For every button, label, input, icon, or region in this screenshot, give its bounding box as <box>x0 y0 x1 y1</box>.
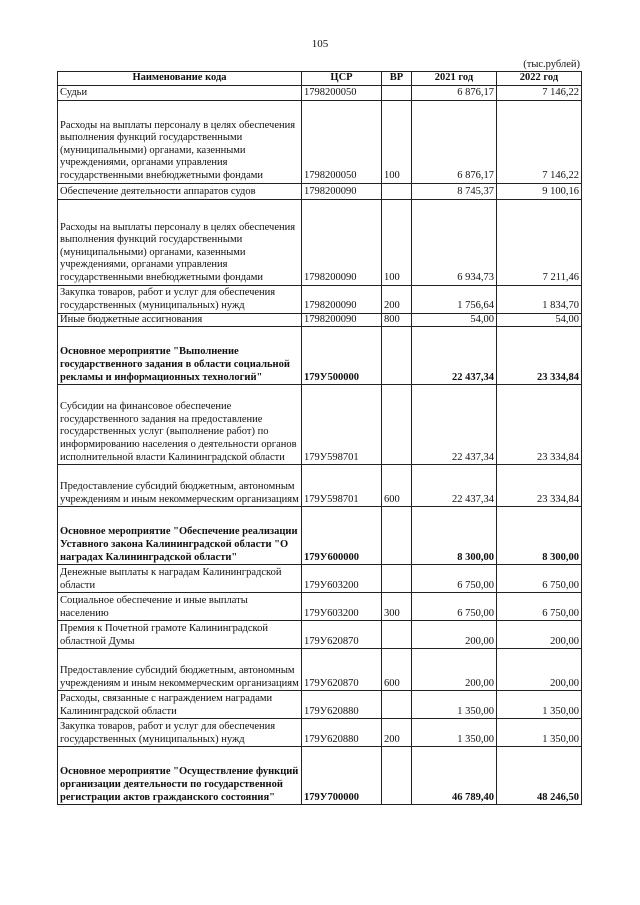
cell-2022: 6 750,00 <box>497 565 582 593</box>
cell-vr <box>382 747 412 805</box>
cell-2021: 6 750,00 <box>412 593 497 621</box>
cell-2021: 22 437,34 <box>412 327 497 385</box>
cell-name: Предоставление субсидий бюджетным, автономным учреждениям и иным некоммерческим организациям <box>58 649 302 691</box>
cell-csr: 1798200090 <box>302 183 382 199</box>
cell-2021: 6 876,17 <box>412 85 497 100</box>
table-row <box>58 747 582 805</box>
cell-vr <box>382 85 412 100</box>
cell-2021: 6 934,73 <box>412 199 497 285</box>
cell-csr: 179У603200 <box>302 593 382 621</box>
cell-name: Премия к Почетной грамоте Калининградской областной Думы <box>58 621 302 649</box>
cell-vr <box>382 183 412 199</box>
table-row <box>58 327 582 385</box>
cell-vr: 100 <box>382 199 412 285</box>
cell-2021: 1 350,00 <box>412 691 497 719</box>
cell-name: Расходы на выплаты персоналу в целях обеспечения выполнения функций государственными (муниципальными) органами, казенными учреждениями, органами управления государственными внебюджетными фондами <box>58 100 302 183</box>
cell-vr: 100 <box>382 100 412 183</box>
cell-vr: 600 <box>382 649 412 691</box>
cell-2022: 6 750,00 <box>497 593 582 621</box>
table-row <box>58 285 582 313</box>
table-row <box>58 621 582 649</box>
cell-name: Расходы на выплаты персоналу в целях обеспечения выполнения функций государственными (муниципальными) органами, казенными учреждениями, органами управления государственными внебюджетными фондами <box>58 199 302 285</box>
cell-name: Закупка товаров, работ и услуг для обеспечения государственных (муниципальных) нужд <box>58 285 302 313</box>
table-row <box>58 565 582 593</box>
cell-2022: 8 300,00 <box>497 507 582 565</box>
cell-csr: 1798200090 <box>302 313 382 327</box>
cell-2022: 1 350,00 <box>497 719 582 747</box>
cell-vr: 600 <box>382 465 412 507</box>
cell-vr <box>382 621 412 649</box>
cell-2022: 23 334,84 <box>497 327 582 385</box>
cell-2021: 6 750,00 <box>412 565 497 593</box>
table-row <box>58 85 582 100</box>
cell-vr <box>382 691 412 719</box>
cell-name: Судьи <box>58 85 302 100</box>
budget-table <box>57 71 582 805</box>
cell-2021: 1 756,64 <box>412 285 497 313</box>
header-name: Наименование кода <box>58 72 302 86</box>
cell-csr: 1798200090 <box>302 285 382 313</box>
header-csr: ЦСР <box>302 72 382 86</box>
cell-2022: 7 146,22 <box>497 85 582 100</box>
header-2022: 2022 год <box>497 72 582 86</box>
cell-name: Расходы, связанные с награждением наградами Калининградской области <box>58 691 302 719</box>
cell-2022: 200,00 <box>497 621 582 649</box>
cell-vr <box>382 385 412 465</box>
cell-vr <box>382 565 412 593</box>
cell-2021: 46 789,40 <box>412 747 497 805</box>
cell-2022: 1 834,70 <box>497 285 582 313</box>
cell-csr: 179У700000 <box>302 747 382 805</box>
page-number: 105 <box>311 38 329 50</box>
cell-csr: 179У598701 <box>302 385 382 465</box>
cell-csr: 179У620880 <box>302 719 382 747</box>
cell-csr: 179У620880 <box>302 691 382 719</box>
cell-2021: 6 876,17 <box>412 100 497 183</box>
cell-csr: 179У598701 <box>302 465 382 507</box>
table-row <box>58 719 582 747</box>
table-row <box>58 313 582 327</box>
cell-2022: 7 146,22 <box>497 100 582 183</box>
cell-csr: 179У620870 <box>302 649 382 691</box>
cell-2021: 22 437,34 <box>412 465 497 507</box>
cell-2021: 200,00 <box>412 621 497 649</box>
cell-2021: 54,00 <box>412 313 497 327</box>
cell-2022: 7 211,46 <box>497 199 582 285</box>
table-row <box>58 199 582 285</box>
cell-name: Основное мероприятие "Выполнение государственного задания в области социальной рекламы и информационных технологий" <box>58 327 302 385</box>
cell-vr: 800 <box>382 313 412 327</box>
cell-vr: 200 <box>382 719 412 747</box>
cell-name: Иные бюджетные ассигнования <box>58 313 302 327</box>
cell-2022: 23 334,84 <box>497 385 582 465</box>
cell-2022: 23 334,84 <box>497 465 582 507</box>
cell-2021: 1 350,00 <box>412 719 497 747</box>
cell-2022: 48 246,50 <box>497 747 582 805</box>
header-vr: ВР <box>382 72 412 86</box>
cell-name: Предоставление субсидий бюджетным, автономным учреждениям и иным некоммерческим организациям <box>58 465 302 507</box>
table-row <box>58 691 582 719</box>
cell-csr: 1798200050 <box>302 100 382 183</box>
table-row <box>58 100 582 183</box>
cell-csr: 179У603200 <box>302 565 382 593</box>
cell-name: Основное мероприятие "Обеспечение реализации Уставного закона Калининградской области "О наградах Калининградской области" <box>58 507 302 565</box>
cell-csr: 1798200090 <box>302 199 382 285</box>
units-label: (тыс.рублей) <box>523 59 580 70</box>
cell-csr: 1798200050 <box>302 85 382 100</box>
cell-2021: 200,00 <box>412 649 497 691</box>
cell-2021: 8 745,37 <box>412 183 497 199</box>
cell-2022: 1 350,00 <box>497 691 582 719</box>
table-row <box>58 649 582 691</box>
cell-name: Субсидии на финансовое обеспечение государственного задания на предоставление государственных услуг (выполнение работ) по информированию населения о деятельности органов исполнительной власти Калининградской области <box>58 385 302 465</box>
cell-vr: 300 <box>382 593 412 621</box>
table-row <box>58 385 582 465</box>
table-row <box>58 593 582 621</box>
cell-name: Основное мероприятие "Осуществление функций организации деятельности по государственной регистрации актов гражданского состояния" <box>58 747 302 805</box>
cell-2021: 8 300,00 <box>412 507 497 565</box>
header-2021: 2021 год <box>412 72 497 86</box>
cell-name: Обеспечение деятельности аппаратов судов <box>58 183 302 199</box>
table-row <box>58 183 582 199</box>
cell-name: Денежные выплаты к наградам Калининградской области <box>58 565 302 593</box>
cell-name: Социальное обеспечение и иные выплаты населению <box>58 593 302 621</box>
table-row <box>58 465 582 507</box>
cell-csr: 179У600000 <box>302 507 382 565</box>
cell-2022: 54,00 <box>497 313 582 327</box>
cell-csr: 179У620870 <box>302 621 382 649</box>
table-row <box>58 507 582 565</box>
cell-2022: 9 100,16 <box>497 183 582 199</box>
cell-2022: 200,00 <box>497 649 582 691</box>
cell-vr <box>382 327 412 385</box>
cell-csr: 179У500000 <box>302 327 382 385</box>
cell-name: Закупка товаров, работ и услуг для обеспечения государственных (муниципальных) нужд <box>58 719 302 747</box>
table-header-row <box>58 72 582 86</box>
cell-vr <box>382 507 412 565</box>
cell-2021: 22 437,34 <box>412 385 497 465</box>
cell-vr: 200 <box>382 285 412 313</box>
